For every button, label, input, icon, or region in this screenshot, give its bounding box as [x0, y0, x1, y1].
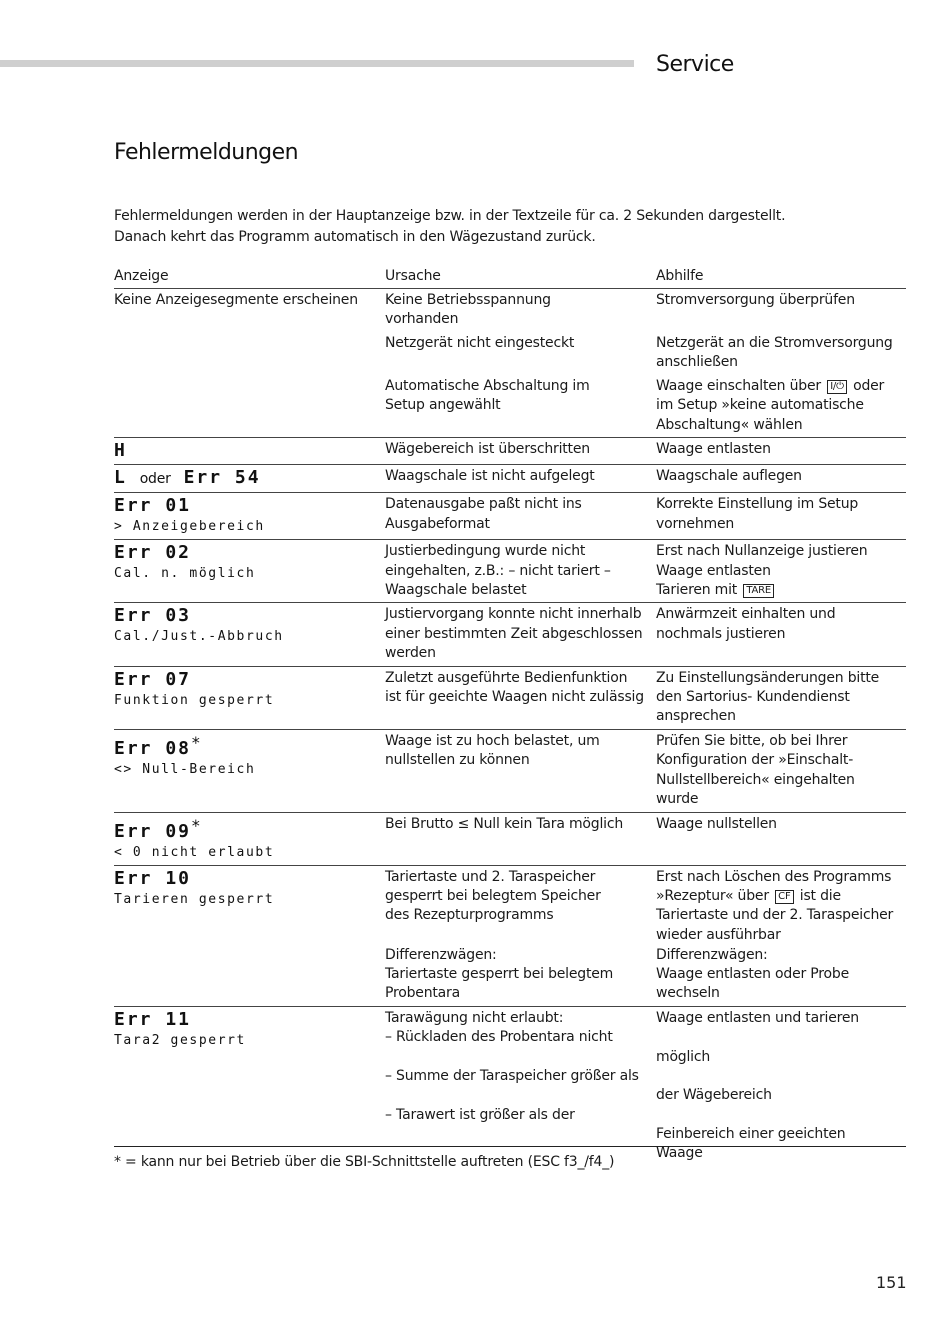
anzeige-cell: Keine Anzeigesegmente erscheinen [114, 292, 358, 308]
abhilfe-text: Netzgerät an die Stromversorgung anschließen [656, 335, 893, 371]
error-code: Err 10 [114, 867, 192, 889]
abhilfe-text [656, 868, 896, 946]
section-title: Service [656, 52, 734, 77]
ursache-cell: Datenausgabe paßt nicht ins Ausgabeformat [385, 496, 582, 532]
footnote-marker: * [191, 732, 203, 752]
anzeige-cell [114, 669, 385, 727]
table-header [114, 264, 906, 289]
display-text: Cal./Just.-Abbruch [114, 629, 284, 645]
ursache-line [385, 1125, 646, 1144]
header-bar [0, 60, 634, 67]
table-row [114, 540, 906, 603]
display-text: > Anzeigebereich [114, 519, 265, 535]
display-text: Tarieren gesperrt [114, 891, 275, 907]
table-row [114, 603, 906, 666]
ursache-text: Differenzwägen: Tariertaste gesperrt bei belegtem Probentara [385, 946, 614, 1002]
ursache-text: Keine Betriebsspannung vorhanden [385, 292, 551, 328]
anzeige-cell [114, 495, 385, 537]
ursache-cell [385, 1009, 656, 1145]
footnote: * = kann nur bei Betrieb über die SBI-Schnittstelle auftreten (ESC f3_/f4_) [114, 1154, 615, 1170]
column-header-anzeige: Anzeige [114, 268, 169, 284]
anzeige-cell [114, 815, 385, 863]
error-code: Err 54 [183, 467, 261, 489]
table-row [114, 813, 906, 866]
ursache-cell: Waagschale ist nicht aufgelegt [385, 468, 595, 485]
error-code: Err 03 [114, 605, 192, 627]
abhilfe-line: Waage entlasten und tarieren [656, 1009, 859, 1026]
column-header-abhilfe: Abhilfe [656, 268, 704, 284]
footnote-marker: * [191, 815, 203, 835]
abhilfe-cell: Prüfen Sie bitte, ob bei Ihrer Konfiguration der »Einschalt-Nullstellbereich« eingehalten wurde [656, 732, 855, 808]
ursache-cell: Wägebereich ist überschritten [385, 441, 590, 458]
abhilfe-text [656, 581, 896, 600]
ursache-cell [385, 868, 656, 1004]
abhilfe-line: der Wägebereich [656, 1087, 772, 1104]
ursache-cell: Justiervorgang konnte nicht innerhalb einer bestimmten Zeit abgeschlossen werden [385, 606, 643, 662]
abhilfe-line: Feinbereich einer geeichten Waage [656, 1126, 846, 1162]
abhilfe-text: Waage einschalten über [656, 378, 821, 394]
error-code: L [114, 467, 127, 489]
error-code: Err 01 [114, 495, 192, 517]
abhilfe-line [656, 1067, 896, 1086]
ursache-line: Tarawägung nicht erlaubt: [385, 1009, 564, 1026]
anzeige-cell [114, 868, 385, 1004]
display-text: < 0 nicht erlaubt [114, 844, 275, 860]
anzeige-cell [114, 542, 385, 600]
ursache-line [385, 1048, 646, 1067]
abhilfe-text [656, 377, 896, 396]
abhilfe-line [656, 1028, 896, 1047]
column-header-ursache: Ursache [385, 268, 441, 284]
display-text: Cal. n. möglich [114, 566, 256, 582]
abhilfe-text: Stromversorgung überprüfen [656, 292, 855, 308]
power-key-icon: I/⏻ [827, 380, 847, 394]
error-code: Err 09 [114, 820, 192, 842]
table-row [114, 667, 906, 730]
display-text: Funktion gesperrt [114, 692, 275, 708]
abhilfe-text: Tariertaste und der 2. Taraspeicher wieder ausführbar [656, 907, 894, 943]
table-row [114, 289, 906, 438]
abhilfe-text: Erst nach Nullanzeige justieren Waage entlasten [656, 543, 868, 579]
ursache-text: Netzgerät nicht eingesteckt [385, 335, 575, 351]
abhilfe-cell [656, 1009, 906, 1162]
page-title: Fehlermeldungen [114, 140, 299, 165]
abhilfe-cell: Waage entlasten [656, 441, 771, 458]
abhilfe-cell: Anwärmzeit einhalten und nochmals justieren [656, 606, 836, 642]
ursache-cell [385, 291, 656, 435]
abhilfe-cell [656, 542, 906, 600]
intro-text [114, 206, 914, 248]
abhilfe-line [656, 1106, 896, 1125]
intro-line: Danach kehrt das Programm automatisch in den Wägezustand zurück. [114, 229, 596, 245]
cf-key-icon: CF [775, 890, 793, 904]
abhilfe-text: Erst nach Löschen des Programms »Rezeptur« über [656, 868, 892, 904]
table-row [114, 730, 906, 813]
abhilfe-cell [656, 868, 906, 1004]
table-row [114, 866, 906, 1007]
abhilfe-cell: Waagschale auflegen [656, 468, 802, 485]
tare-key-icon: TARE [743, 584, 774, 598]
anzeige-cell [114, 605, 385, 663]
oder-label: oder [139, 471, 171, 488]
ursache-text: Automatische Abschaltung im Setup angewählt [385, 378, 590, 414]
abhilfe-cell: Waage nullstellen [656, 815, 777, 832]
error-code [114, 815, 375, 843]
error-code: Err 02 [114, 542, 192, 564]
anzeige-cell [114, 1009, 385, 1145]
ursache-line: – Tarawert ist größer als der [385, 1106, 575, 1123]
table-row [114, 493, 906, 540]
page-number: 151 [876, 1273, 907, 1292]
abhilfe-text: Differenzwägen: Waage entlasten oder Probe wechseln [656, 946, 850, 1002]
abhilfe-text: oder [853, 378, 885, 394]
error-code: Err 08 [114, 737, 192, 759]
abhilfe-cell [656, 291, 906, 435]
ursache-cell: Zuletzt ausgeführte Bedienfunktion ist für geeichte Waagen nicht zulässig [385, 669, 644, 706]
error-code: Err 11 [114, 1008, 192, 1030]
abhilfe-text: im Setup »keine automatische Abschaltung« wählen [656, 397, 864, 433]
error-code [114, 732, 375, 760]
abhilfe-text: ist die [799, 887, 841, 904]
abhilfe-cell: Zu Einstellungsänderungen bitte den Sartorius- Kundendienst ansprechen [656, 669, 880, 725]
ursache-line: – Rückladen des Probentara nicht [385, 1029, 613, 1046]
ursache-line: – Summe der Taraspeicher größer als [385, 1067, 639, 1084]
anzeige-cell [114, 732, 385, 810]
display-text: <> Null-Bereich [114, 761, 256, 777]
ursache-line [385, 1086, 646, 1105]
ursache-cell: Waage ist zu hoch belastet, um nullstellen zu können [385, 732, 600, 769]
intro-line: Fehlermeldungen werden in der Hauptanzeige bzw. in der Textzeile für ca. 2 Sekunden dargestellt. [114, 208, 786, 224]
display-text: Tara2 gesperrt [114, 1032, 246, 1048]
ursache-cell: Justierbedingung wurde nicht eingehalten, z.B.: – nicht tariert – Waagschale belastet [385, 543, 611, 599]
table-row [114, 465, 906, 493]
abhilfe-text: Tarieren mit [656, 582, 738, 599]
ursache-text: Tariertaste und 2. Taraspeicher gesperrt bei belegtem Speicher des Rezepturprogramms [385, 868, 601, 924]
table-row [114, 438, 906, 465]
error-code: H [114, 440, 127, 462]
ursache-cell: Bei Brutto ≤ Null kein Tara möglich [385, 815, 624, 832]
abhilfe-cell: Korrekte Einstellung im Setup vornehmen [656, 496, 859, 532]
error-code: Err 07 [114, 668, 192, 690]
abhilfe-line: möglich [656, 1048, 711, 1065]
error-code [114, 467, 385, 490]
